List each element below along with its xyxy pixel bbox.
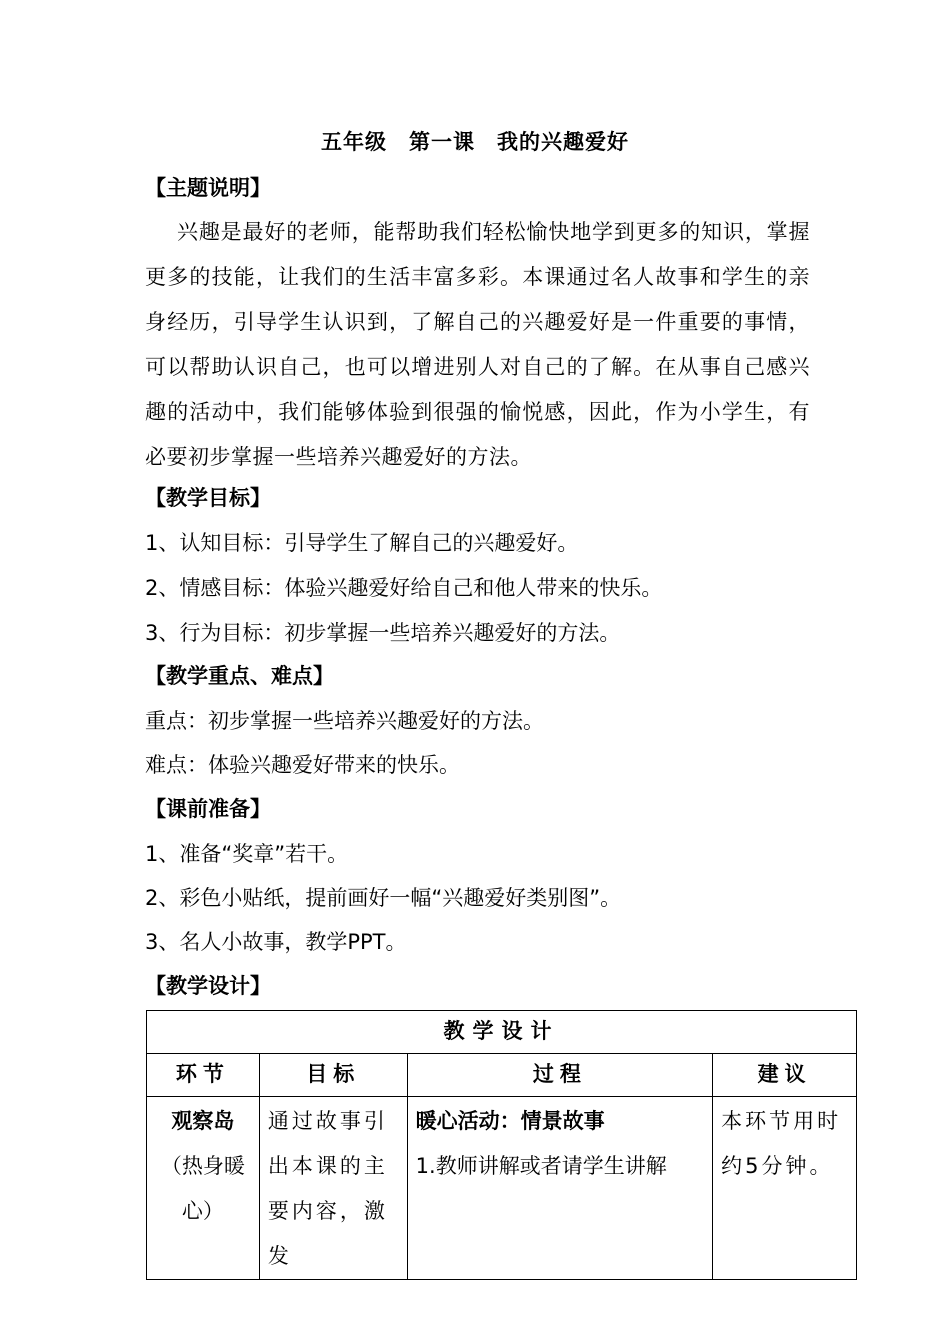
goal-cell [259, 1097, 407, 1280]
column-header-stage: 环节 [147, 1054, 260, 1097]
column-header-process: 过程 [407, 1054, 712, 1097]
section-heading-goals: 【教学目标】 [145, 486, 271, 510]
goal-item: 1、认知目标：引导学生了解自己的兴趣爱好。 [145, 531, 579, 555]
table-row [147, 1097, 857, 1280]
process-cell [407, 1097, 712, 1280]
focus-item: 难点：体验兴趣爱好带来的快乐。 [145, 753, 460, 777]
section-heading-theme: 【主题说明】 [145, 176, 271, 200]
process-title: 暖心活动：情景故事 [415, 1109, 605, 1133]
section-heading-focus: 【教学重点、难点】 [145, 664, 334, 688]
prep-item: 1、准备“奖章”若干。 [145, 842, 349, 866]
stage-cell [147, 1097, 260, 1280]
teaching-design-table [146, 1010, 857, 1280]
goal-text: 通过故事引出本课的主要内容，激发 [267, 1109, 388, 1268]
prep-item: 2、彩色小贴纸，提前画好一幅“兴趣爱好类别图”。 [145, 886, 622, 910]
theme-paragraph: 兴趣是最好的老师，能帮助我们轻松愉快地学到更多的知识，掌握更多的技能，让我们的生活丰富多彩。本课通过名人故事和学生的亲身经历，引导学生认识到，了解自己的兴趣爱好是一件重要的事情，可以帮助认识自己，也可以增进别人对自己的了解。在从事自己感兴趣的活动中，我们能够体验到很强的愉悦感，因此，作为小学生，有必要初步掌握一些培养兴趣爱好的方法。 [145, 220, 810, 469]
stage-subtitle: （热身暖心） [160, 1154, 245, 1223]
section-heading-design: 【教学设计】 [145, 974, 271, 998]
advice-text: 本环节用时约5分钟。 [721, 1109, 842, 1178]
goal-item: 2、情感目标：体验兴趣爱好给自己和他人带来的快乐。 [145, 576, 663, 600]
prep-item: 3、名人小故事，教学PPT。 [145, 930, 407, 954]
table-caption: 教学设计 [147, 1011, 857, 1054]
column-header-goal: 目标 [259, 1054, 407, 1097]
goal-item: 3、行为目标：初步掌握一些培养兴趣爱好的方法。 [145, 621, 621, 645]
column-header-advice: 建议 [713, 1054, 857, 1097]
focus-item: 重点：初步掌握一些培养兴趣爱好的方法。 [145, 709, 544, 733]
stage-name: 观察岛 [171, 1109, 235, 1133]
section-heading-prep: 【课前准备】 [145, 797, 271, 821]
page-title: 五年级 第一课 我的兴趣爱好 [321, 130, 629, 154]
advice-cell [713, 1097, 857, 1280]
process-item: 1.教师讲解或者请学生讲解 [415, 1154, 667, 1178]
